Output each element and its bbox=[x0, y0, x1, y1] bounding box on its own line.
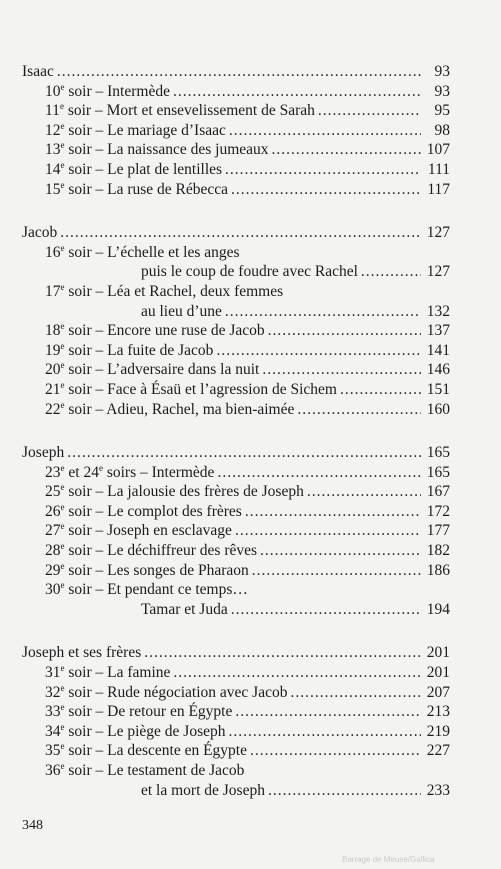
ordinal-suffix: e bbox=[60, 159, 65, 170]
dash: – bbox=[95, 502, 104, 520]
ordinal-suffix: e bbox=[60, 179, 65, 190]
entry-page: 127 bbox=[426, 263, 450, 281]
entry-title: La naissance des jumeaux bbox=[107, 141, 269, 159]
leader-dots bbox=[67, 443, 421, 463]
section-page: 201 bbox=[426, 644, 450, 662]
entry-page: 207 bbox=[426, 683, 450, 701]
evening-word: soir bbox=[68, 542, 92, 560]
entry-label bbox=[45, 321, 265, 341]
entry-label bbox=[45, 140, 269, 160]
section-heading[interactable] bbox=[22, 62, 450, 82]
entry-label bbox=[45, 360, 259, 380]
toc-entry-continuation[interactable] bbox=[22, 302, 450, 322]
toc-entry[interactable] bbox=[22, 341, 450, 361]
entry-label bbox=[45, 243, 240, 263]
entry-page: 107 bbox=[426, 141, 450, 159]
entry-title: Rude négociation avec Jacob bbox=[107, 683, 288, 701]
toc-entry[interactable] bbox=[22, 521, 450, 541]
evening-number: 36 bbox=[45, 762, 61, 779]
entry-title: Les songes de Pharaon bbox=[107, 561, 249, 579]
dash: – bbox=[94, 102, 103, 120]
toc-entry[interactable] bbox=[22, 160, 450, 180]
dash: – bbox=[95, 683, 104, 701]
toc-entry[interactable] bbox=[22, 663, 450, 683]
entry-title: L’échelle et les anges bbox=[107, 243, 240, 261]
evening-word: soir bbox=[68, 400, 92, 418]
leader-dots bbox=[245, 502, 421, 522]
section-title: Jacob bbox=[22, 224, 58, 242]
dash: – bbox=[95, 341, 104, 359]
entry-label bbox=[45, 702, 232, 722]
toc-entry[interactable] bbox=[22, 761, 450, 781]
evening-number: 12 bbox=[45, 121, 61, 139]
entry-title-continued: et la mort de Joseph bbox=[141, 781, 265, 799]
evening-word: soir bbox=[68, 141, 92, 159]
toc-entry-continuation[interactable] bbox=[22, 781, 450, 801]
entry-title: La descente en Égypte bbox=[107, 742, 247, 760]
ordinal-suffix: e bbox=[60, 541, 65, 552]
evening-number: 24 bbox=[83, 463, 99, 481]
ordinal-suffix: e bbox=[60, 120, 65, 131]
entry-label bbox=[45, 101, 315, 121]
evening-word: soir bbox=[68, 762, 92, 779]
ordinal-suffix: e bbox=[98, 462, 103, 473]
ordinal-suffix: e bbox=[60, 360, 65, 371]
dash: – bbox=[139, 463, 148, 481]
entry-page: 165 bbox=[426, 463, 450, 481]
watermark: Barrage de Meuse/Gallica bbox=[342, 855, 435, 864]
evening-word: soirs bbox=[106, 463, 137, 481]
evening-number: 29 bbox=[45, 561, 61, 579]
dash: – bbox=[95, 141, 104, 159]
leader-dots bbox=[250, 741, 421, 761]
evening-number: 13 bbox=[45, 141, 61, 159]
evening-word: soir bbox=[68, 561, 92, 579]
leader-dots bbox=[173, 663, 421, 683]
leader-dots bbox=[225, 302, 421, 322]
dash: – bbox=[95, 361, 104, 379]
entry-page: 201 bbox=[426, 664, 450, 682]
evening-number: 16 bbox=[45, 243, 61, 261]
entry-page: 213 bbox=[426, 703, 450, 721]
evening-number: 26 bbox=[45, 502, 61, 520]
entry-label bbox=[45, 380, 337, 400]
entry-title: Encore une ruse de Jacob bbox=[107, 322, 265, 340]
toc-entry[interactable] bbox=[22, 741, 450, 761]
entry-page: 182 bbox=[426, 542, 450, 560]
leader-dots bbox=[361, 262, 421, 282]
evening-word: soir bbox=[68, 502, 92, 520]
entry-title: Le mariage d’Isaac bbox=[107, 121, 226, 139]
dash: – bbox=[95, 742, 104, 760]
entry-page: 95 bbox=[434, 102, 450, 120]
entry-page: 233 bbox=[426, 781, 450, 799]
section-title: Isaac bbox=[22, 63, 54, 80]
entry-page: 137 bbox=[426, 322, 450, 340]
leader-dots bbox=[252, 561, 421, 581]
leader-dots bbox=[297, 400, 421, 420]
entry-page: 111 bbox=[427, 160, 450, 178]
evening-word: soir bbox=[68, 483, 92, 501]
entry-title-continued: Tamar et Juda bbox=[141, 600, 228, 618]
entry-title: Mort et ensevelissement de Sarah bbox=[106, 102, 315, 120]
dash: – bbox=[95, 282, 104, 300]
evening-word: soir bbox=[68, 683, 92, 701]
ordinal-suffix: e bbox=[60, 741, 65, 752]
evening-number: 30 bbox=[45, 581, 61, 599]
toc-section bbox=[22, 443, 450, 619]
table-of-contents bbox=[22, 62, 450, 824]
leader-dots bbox=[268, 321, 421, 341]
dash: – bbox=[95, 82, 104, 100]
entry-label bbox=[45, 341, 213, 361]
dash: – bbox=[95, 121, 104, 139]
ordinal-suffix: e bbox=[60, 560, 65, 571]
section-page: 93 bbox=[434, 63, 450, 80]
entry-title: Le déchiffreur des rêves bbox=[107, 542, 258, 560]
entry-title: La ruse de Rébecca bbox=[107, 180, 229, 198]
entry-page: 98 bbox=[434, 121, 450, 139]
toc-entry[interactable] bbox=[22, 541, 450, 561]
evening-number: 25 bbox=[45, 483, 61, 501]
evening-word: soir bbox=[68, 742, 92, 760]
ordinal-suffix: e bbox=[60, 580, 65, 591]
section-heading[interactable] bbox=[22, 223, 450, 243]
entry-title-continued: puis le coup de foudre avec Rachel bbox=[141, 263, 358, 281]
leader-dots bbox=[235, 702, 421, 722]
entry-page: 172 bbox=[426, 502, 450, 520]
evening-number: 32 bbox=[45, 683, 61, 701]
section-title: Joseph bbox=[22, 444, 65, 462]
ordinal-suffix: e bbox=[60, 462, 65, 473]
entry-label bbox=[45, 561, 249, 581]
ordinal-suffix: e bbox=[60, 281, 65, 292]
leader-dots bbox=[268, 781, 421, 801]
dash: – bbox=[95, 542, 104, 560]
evening-word: soir bbox=[68, 121, 92, 139]
evening-word: soir bbox=[68, 282, 92, 300]
leader-dots bbox=[231, 180, 421, 200]
toc-entry[interactable] bbox=[22, 243, 450, 263]
entry-title: Intermède bbox=[107, 82, 170, 100]
entry-label bbox=[45, 502, 242, 522]
ordinal-suffix: e bbox=[60, 340, 65, 351]
evening-word: soir bbox=[68, 82, 92, 100]
toc-entry[interactable] bbox=[22, 400, 450, 420]
dash: – bbox=[95, 522, 104, 540]
leader-dots bbox=[307, 482, 421, 502]
leader-dots bbox=[229, 722, 422, 742]
entry-page: 167 bbox=[426, 483, 450, 501]
entry-label bbox=[45, 741, 247, 761]
leader-dots bbox=[272, 140, 421, 160]
evening-number: 28 bbox=[45, 542, 61, 560]
toc-entry[interactable] bbox=[22, 321, 450, 341]
entry-label bbox=[45, 282, 283, 302]
evening-number: 17 bbox=[45, 282, 61, 300]
entry-page: 146 bbox=[426, 361, 450, 379]
entry-page: 219 bbox=[426, 722, 450, 740]
leader-dots bbox=[225, 160, 421, 180]
toc-entry[interactable] bbox=[22, 482, 450, 502]
ordinal-suffix: e bbox=[60, 140, 65, 151]
toc-entry[interactable] bbox=[22, 702, 450, 722]
evening-number: 10 bbox=[45, 82, 61, 100]
toc-entry[interactable] bbox=[22, 380, 450, 400]
entry-label bbox=[45, 521, 232, 541]
entry-title: Le piège de Joseph bbox=[107, 722, 226, 740]
dash: – bbox=[95, 762, 104, 779]
evening-number: 34 bbox=[45, 722, 61, 740]
evening-number: 23 bbox=[45, 463, 61, 481]
ordinal-suffix: e bbox=[60, 482, 65, 493]
entry-title: Intermède bbox=[151, 463, 215, 481]
toc-entry[interactable] bbox=[22, 360, 450, 380]
dash: – bbox=[95, 180, 104, 198]
leader-dots bbox=[318, 101, 421, 121]
entry-label bbox=[45, 121, 226, 141]
evening-word: soir bbox=[68, 522, 92, 540]
evening-word: soir bbox=[68, 322, 92, 340]
evening-number: 33 bbox=[45, 703, 61, 721]
entry-title: La famine bbox=[107, 664, 171, 682]
toc-entry[interactable] bbox=[22, 101, 450, 121]
evening-number: 35 bbox=[45, 742, 61, 760]
ordinal-suffix: e bbox=[59, 101, 64, 112]
leader-dots bbox=[229, 121, 421, 141]
toc-entry-continuation[interactable] bbox=[22, 600, 450, 620]
ordinal-suffix: e bbox=[60, 702, 65, 713]
ordinal-suffix: e bbox=[60, 721, 65, 732]
dash: – bbox=[95, 722, 104, 740]
toc-entry[interactable] bbox=[22, 82, 450, 102]
evening-word: soir bbox=[68, 703, 92, 721]
dash: – bbox=[95, 581, 104, 599]
entry-title: Joseph en esclavage bbox=[107, 522, 232, 540]
entry-label bbox=[45, 160, 222, 180]
dash: – bbox=[95, 483, 104, 501]
entry-title-continued: au lieu d’une bbox=[141, 302, 222, 320]
leader-dots bbox=[290, 683, 421, 703]
section-heading[interactable] bbox=[22, 443, 450, 463]
toc-entry[interactable] bbox=[22, 561, 450, 581]
entry-title: Adieu, Rachel, ma bien-aimée bbox=[106, 400, 295, 418]
dash: – bbox=[95, 703, 104, 721]
toc-entry[interactable] bbox=[22, 140, 450, 160]
entry-title: Le complot des frères bbox=[107, 502, 242, 520]
leader-dots bbox=[231, 600, 421, 620]
entry-page: 194 bbox=[426, 600, 450, 618]
entry-title: Le testament de Jacob bbox=[107, 762, 245, 779]
entry-page: 132 bbox=[426, 302, 450, 320]
evening-word: soir bbox=[68, 180, 92, 198]
entry-label bbox=[45, 82, 170, 102]
entry-title: La fuite de Jacob bbox=[107, 341, 214, 359]
evening-word: soir bbox=[67, 102, 92, 120]
entry-label bbox=[45, 180, 228, 200]
entry-label bbox=[45, 463, 214, 483]
entry-title: La jalousie des frères de Joseph bbox=[107, 483, 304, 501]
entry-title: Léa et Rachel, deux femmes bbox=[107, 282, 284, 300]
section-title: Joseph et ses frères bbox=[22, 644, 142, 662]
entry-label bbox=[45, 400, 294, 420]
entry-page: 186 bbox=[426, 561, 450, 579]
dash: – bbox=[95, 243, 104, 261]
evening-number: 15 bbox=[45, 180, 61, 198]
ordinal-suffix: e bbox=[60, 379, 65, 390]
entry-label bbox=[45, 683, 287, 703]
entry-title: Le plat de lentilles bbox=[107, 160, 223, 178]
section-heading[interactable] bbox=[22, 643, 450, 663]
evening-word: soir bbox=[68, 380, 92, 398]
ordinal-suffix: e bbox=[60, 399, 65, 410]
ordinal-suffix: e bbox=[60, 81, 65, 92]
toc-entry-continuation[interactable] bbox=[22, 262, 450, 282]
conjunction: et bbox=[64, 463, 84, 481]
dash: – bbox=[95, 380, 104, 398]
evening-number: 22 bbox=[45, 400, 61, 418]
page-number: 348 bbox=[22, 818, 43, 833]
ordinal-suffix: e bbox=[60, 521, 65, 532]
leader-dots bbox=[235, 521, 421, 541]
evening-number: 21 bbox=[45, 380, 61, 398]
leader-dots bbox=[217, 463, 421, 483]
entry-title: De retour en Égypte bbox=[107, 703, 233, 721]
dash: – bbox=[95, 160, 104, 178]
evening-number: 11 bbox=[45, 102, 60, 120]
dash: – bbox=[95, 400, 104, 418]
toc-section bbox=[22, 643, 450, 800]
entry-page: 93 bbox=[434, 82, 450, 100]
entry-title: Et pendant ce temps… bbox=[107, 581, 248, 599]
toc-section bbox=[22, 62, 450, 199]
dash: – bbox=[95, 322, 104, 340]
evening-number: 14 bbox=[45, 160, 61, 178]
ordinal-suffix: e bbox=[60, 321, 65, 332]
section-page: 165 bbox=[426, 444, 450, 462]
ordinal-suffix: e bbox=[60, 242, 65, 253]
toc-entry[interactable] bbox=[22, 683, 450, 703]
toc-entry[interactable] bbox=[22, 121, 450, 141]
ordinal-suffix: e bbox=[60, 682, 65, 693]
entry-page: 227 bbox=[426, 742, 450, 760]
leader-dots bbox=[340, 380, 421, 400]
dash: – bbox=[95, 664, 104, 682]
entry-label bbox=[45, 722, 226, 742]
entry-page: 160 bbox=[426, 400, 450, 418]
leader-dots bbox=[144, 643, 421, 663]
evening-number: 18 bbox=[45, 322, 61, 340]
leader-dots bbox=[260, 541, 421, 561]
entry-label bbox=[45, 482, 304, 502]
entry-page: 177 bbox=[426, 522, 450, 540]
toc-entry[interactable] bbox=[22, 282, 450, 302]
entry-label bbox=[45, 663, 170, 683]
toc-entry[interactable] bbox=[22, 180, 450, 200]
entry-label bbox=[45, 580, 248, 600]
leader-dots bbox=[60, 223, 421, 243]
ordinal-suffix: e bbox=[60, 663, 65, 674]
entry-page: 151 bbox=[426, 380, 450, 398]
toc-entry[interactable] bbox=[22, 502, 450, 522]
evening-word: soir bbox=[68, 581, 92, 599]
evening-number: 19 bbox=[45, 341, 61, 359]
toc-entry[interactable] bbox=[22, 722, 450, 742]
leader-dots bbox=[262, 360, 421, 380]
section-page: 127 bbox=[426, 224, 450, 242]
dash: – bbox=[95, 561, 104, 579]
toc-entry[interactable] bbox=[22, 463, 450, 483]
entry-label bbox=[45, 761, 244, 781]
entry-page: 141 bbox=[426, 341, 450, 359]
evening-word: soir bbox=[68, 664, 92, 682]
entry-page: 117 bbox=[427, 180, 450, 198]
evening-word: soir bbox=[68, 243, 92, 261]
ordinal-suffix: e bbox=[60, 761, 65, 771]
leader-dots bbox=[57, 62, 421, 82]
evening-word: soir bbox=[68, 160, 92, 178]
evening-number: 27 bbox=[45, 522, 61, 540]
evening-word: soir bbox=[68, 341, 92, 359]
toc-section bbox=[22, 223, 450, 419]
leader-dots bbox=[216, 341, 421, 361]
evening-number: 20 bbox=[45, 361, 61, 379]
entry-title: L’adversaire dans la nuit bbox=[107, 361, 260, 379]
evening-word: soir bbox=[68, 722, 92, 740]
evening-number: 31 bbox=[45, 664, 61, 682]
toc-entry[interactable] bbox=[22, 580, 450, 600]
entry-title: Face à Ésaü et l’agression de Sichem bbox=[107, 380, 337, 398]
ordinal-suffix: e bbox=[60, 501, 65, 512]
entry-label bbox=[45, 541, 257, 561]
leader-dots bbox=[173, 82, 421, 102]
evening-word: soir bbox=[68, 361, 92, 379]
